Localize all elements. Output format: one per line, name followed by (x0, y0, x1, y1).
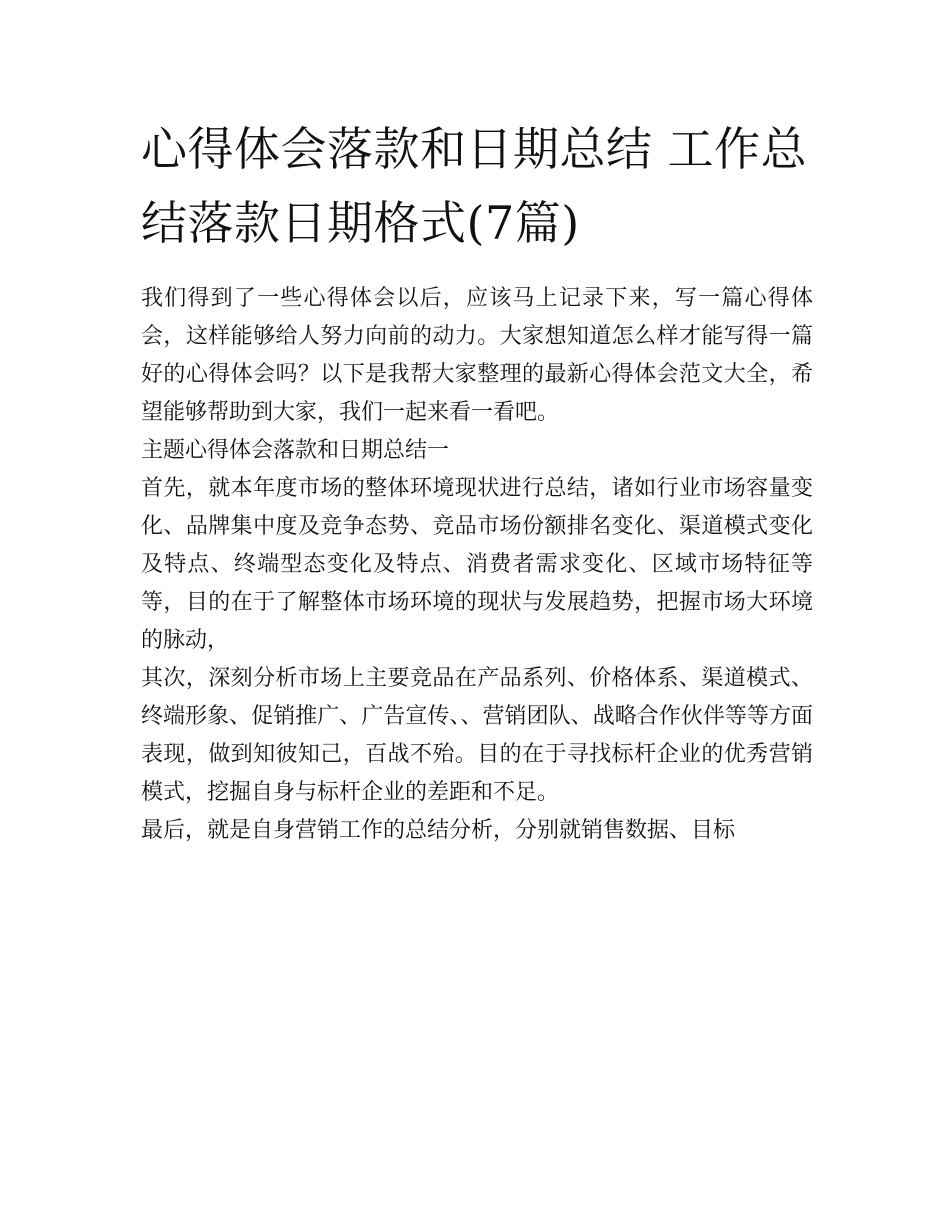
document-body (141, 112, 813, 850)
body-paragraph-first: 首先，就本年度市场的整体环境现状进行总结，诸如行业市场容量变化、品牌集中度及竞争态势、竞品市场份额排名变化、渠道模式变化及特点、终端型态变化及特点、消费者需求变化、区域市场特征等等，目的在于了解整体市场环境的现状与发展趋势，把握市场大环境的脉动， (141, 476, 813, 653)
body-paragraph-second: 其次，深刻分析市场上主要竞品在产品系列、价格体系、渠道模式、终端形象、促销推广、广告宣传、、营销团队、战略合作伙伴等等方面表现，做到知彼知己，百战不殆。目的在于寻找标杆企业的优秀营销模式，挖掘自身与标杆企业的差距和不足。 (141, 666, 813, 805)
section-heading: 主题心得体会落款和日期总结一 (141, 438, 450, 463)
document-title: 心得体会落款和日期总结 工作总结落款日期格式(7篇) (141, 122, 808, 250)
body-paragraph-last: 最后，就是自身营销工作的总结分析，分别就销售数据、目标 (141, 818, 736, 843)
intro-paragraph: 我们得到了一些心得体会以后，应该马上记录下来，写一篇心得体会，这样能够给人努力向前的动力。大家想知道怎么样才能写得一篇好的心得体会吗？以下是我帮大家整理的最新心得体会范文大全，希望能够帮助到大家，我们一起来看一看吧。 (141, 286, 813, 425)
